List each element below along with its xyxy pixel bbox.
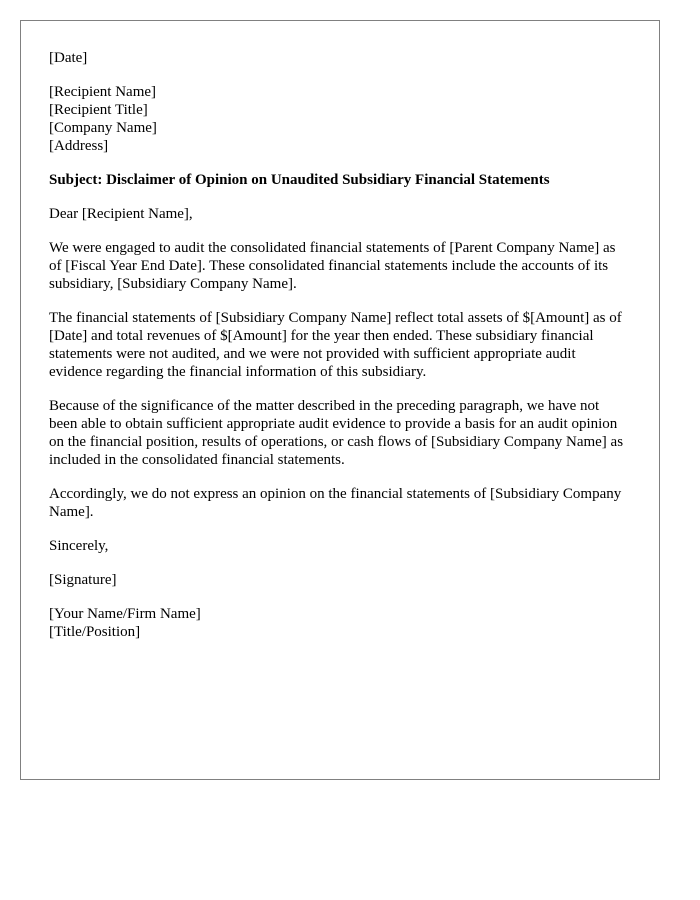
sender-title: [Title/Position]	[49, 624, 141, 640]
recipient-name: [Recipient Name]	[49, 84, 157, 100]
date: [Date]	[49, 50, 88, 66]
paragraph-disclaimer: Accordingly, we do not express an opinion on the financial statements of [Subsidiary Company Name].	[49, 486, 622, 520]
recipient-address: [Address]	[49, 138, 109, 154]
paragraph-basis-for-disclaimer: Because of the significance of the matter described in the preceding paragraph, we have not been able to obtain sufficient appropriate audit evidence to provide a basis for an audit opinion on the financial position, results of operations, or cash flows of [Subsidiary Company Name] as included in the consolidated financial statements.	[49, 398, 624, 468]
recipient-block	[49, 83, 631, 155]
closing: Sincerely,	[49, 538, 109, 554]
subject-line: Subject: Disclaimer of Opinion on Unaudited Subsidiary Financial Statements	[49, 172, 550, 188]
paragraph-engagement: We were engaged to audit the consolidated financial statements of [Parent Company Name] as of [Fiscal Year End Date]. These consolidated financial statements include the accounts of its subsidiary, [Subsidiary Company Name].	[49, 240, 616, 292]
paragraph-subsidiary-details: The financial statements of [Subsidiary Company Name] reflect total assets of $[Amount] as of [Date] and total revenues of $[Amount] for the year then ended. These subsidiary financial statements were not audited, and we were not provided with sufficient appropriate audit evidence regarding the financial information of this subsidiary.	[49, 310, 622, 380]
recipient-title: [Recipient Title]	[49, 102, 148, 118]
sender-block	[49, 605, 631, 641]
salutation: Dear [Recipient Name],	[49, 206, 193, 222]
signature: [Signature]	[49, 572, 117, 588]
recipient-company: [Company Name]	[49, 120, 157, 136]
sender-name: [Your Name/Firm Name]	[49, 606, 201, 622]
letter-page	[20, 20, 660, 780]
